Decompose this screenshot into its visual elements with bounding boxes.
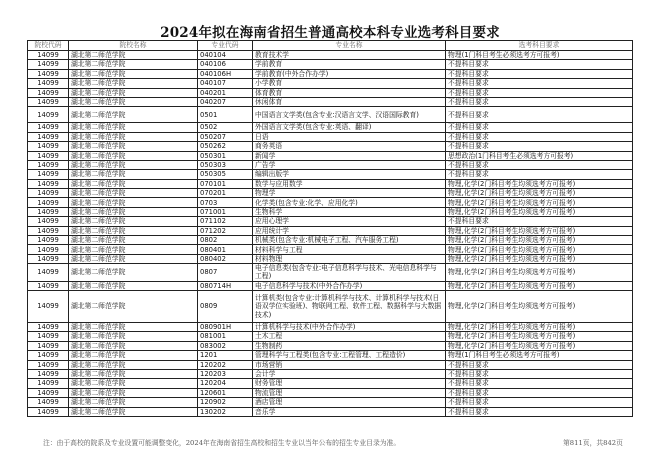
school-name-cell: 湖北第二师范学院	[69, 160, 198, 169]
school-name-cell: 湖北第二师范学院	[69, 388, 198, 397]
subject-requirements-table	[27, 40, 633, 417]
school-name-cell: 湖北第二师范学院	[69, 281, 198, 290]
table-row	[28, 60, 633, 69]
school-name-cell: 湖北第二师范学院	[69, 254, 198, 263]
school-code-cell: 14099	[28, 142, 69, 151]
subject-requirement-cell: 不提科目要求	[446, 107, 633, 123]
school-code-cell: 14099	[28, 407, 69, 416]
school-code-cell: 14099	[28, 254, 69, 263]
school-code-cell: 14099	[28, 160, 69, 169]
major-name-cell: 市场营销	[253, 360, 446, 369]
school-code-cell: 14099	[28, 198, 69, 207]
major-code-cell: 0809	[198, 291, 253, 323]
major-code-cell: 0501	[198, 107, 253, 123]
school-name-cell: 湖北第二师范学院	[69, 207, 198, 216]
school-code-cell: 14099	[28, 60, 69, 69]
major-code-cell: 070101	[198, 179, 253, 188]
school-name-cell: 湖北第二师范学院	[69, 179, 198, 188]
table-row	[28, 360, 633, 369]
school-code-cell: 14099	[28, 236, 69, 245]
school-name-cell: 湖北第二师范学院	[69, 69, 198, 78]
major-name-cell: 财务管理	[253, 379, 446, 388]
major-name-cell: 物流管理	[253, 388, 446, 397]
table-row	[28, 226, 633, 235]
page-number: 第811页，共842页	[563, 439, 623, 447]
major-name-cell: 小学教育	[253, 79, 446, 88]
school-code-cell: 14099	[28, 332, 69, 341]
major-code-cell: 0807	[198, 264, 253, 281]
major-code-cell: 080402	[198, 254, 253, 263]
major-code-cell: 130202	[198, 407, 253, 416]
table-row	[28, 236, 633, 245]
major-code-cell: 120202	[198, 360, 253, 369]
school-name-cell: 湖北第二师范学院	[69, 236, 198, 245]
table-row	[28, 388, 633, 397]
subject-requirement-cell: 物理,化学(2门科目考生均须选考方可报考)	[446, 341, 633, 350]
major-name-cell: 数学与应用数学	[253, 179, 446, 188]
subject-requirement-cell: 不提科目要求	[446, 369, 633, 378]
school-name-cell: 湖北第二师范学院	[69, 123, 198, 132]
subject-requirement-cell: 物理,化学(2门科目考生均须选考方可报考)	[446, 254, 633, 263]
major-code-cell: 071102	[198, 217, 253, 226]
school-name-cell: 湖北第二师范学院	[69, 323, 198, 332]
major-code-cell: 071001	[198, 207, 253, 216]
subject-requirement-cell: 不提科目要求	[446, 217, 633, 226]
school-name-cell: 湖北第二师范学院	[69, 189, 198, 198]
school-name-cell: 湖北第二师范学院	[69, 198, 198, 207]
major-code-cell: 080901H	[198, 323, 253, 332]
major-code-cell: 050301	[198, 151, 253, 160]
school-code-cell: 14099	[28, 379, 69, 388]
school-name-cell: 湖北第二师范学院	[69, 351, 198, 360]
school-name-cell: 湖北第二师范学院	[69, 51, 198, 60]
school-code-cell: 14099	[28, 323, 69, 332]
major-name-cell: 生物制药	[253, 341, 446, 350]
school-code-cell: 14099	[28, 107, 69, 123]
subject-requirement-cell: 物理(1门科目考生必须选考方可报考)	[446, 351, 633, 360]
table-row	[28, 132, 633, 141]
major-name-cell: 应用心理学	[253, 217, 446, 226]
school-code-cell: 14099	[28, 341, 69, 350]
school-code-cell: 14099	[28, 97, 69, 106]
subject-requirement-cell: 不提科目要求	[446, 360, 633, 369]
major-code-cell: 120203	[198, 369, 253, 378]
major-code-cell: 040201	[198, 88, 253, 97]
school-code-cell: 14099	[28, 245, 69, 254]
major-code-cell: 050207	[198, 132, 253, 141]
major-name-cell: 体育教育	[253, 88, 446, 97]
subject-requirement-cell: 物理,化学(2门科目考生均须选考方可报考)	[446, 323, 633, 332]
subject-requirement-cell: 不提科目要求	[446, 388, 633, 397]
major-name-cell: 编辑出版学	[253, 170, 446, 179]
major-name-cell: 学前教育(中外合作办学)	[253, 69, 446, 78]
school-name-cell: 湖北第二师范学院	[69, 88, 198, 97]
subject-requirement-cell: 物理,化学(2门科目考生均须选考方可报考)	[446, 236, 633, 245]
table-row	[28, 179, 633, 188]
school-code-cell: 14099	[28, 88, 69, 97]
school-name-cell: 湖北第二师范学院	[69, 79, 198, 88]
table-row	[28, 264, 633, 281]
school-name-cell: 湖北第二师范学院	[69, 142, 198, 151]
major-name-cell: 管理科学与工程类(包含专业:工程管理、工程造价)	[253, 351, 446, 360]
page-title: 2024年拟在海南省招生普通高校本科专业选考科目要求	[160, 25, 500, 41]
subject-requirement-cell: 物理,化学(2门科目考生均须选考方可报考)	[446, 291, 633, 323]
major-code-cell: 0802	[198, 236, 253, 245]
school-code-cell: 14099	[28, 226, 69, 235]
subject-requirement-cell: 物理,化学(2门科目考生均须选考方可报考)	[446, 198, 633, 207]
footnote: 注：由于高校的院系及专业设置可能调整变化，2024年在海南省招生高校和招生专业以当年公布的招生专业目录为准。	[43, 439, 401, 447]
column-header-school-name: 院校名称	[69, 41, 198, 51]
major-name-cell: 会计学	[253, 369, 446, 378]
major-code-cell: 050303	[198, 160, 253, 169]
subject-requirement-cell: 不提科目要求	[446, 97, 633, 106]
table-row	[28, 398, 633, 407]
subject-requirement-cell: 不提科目要求	[446, 398, 633, 407]
major-code-cell: 120204	[198, 379, 253, 388]
column-header-major-code: 专业代码	[198, 41, 253, 51]
school-name-cell: 湖北第二师范学院	[69, 407, 198, 416]
table-row	[28, 245, 633, 254]
table-row	[28, 97, 633, 106]
subject-requirement-cell: 思想政治(1门科目考生必须选考方可报考)	[446, 151, 633, 160]
subject-requirement-cell: 物理,化学(2门科目考生均须选考方可报考)	[446, 332, 633, 341]
school-code-cell: 14099	[28, 51, 69, 60]
school-name-cell: 湖北第二师范学院	[69, 60, 198, 69]
major-name-cell: 日语	[253, 132, 446, 141]
major-name-cell: 商务英语	[253, 142, 446, 151]
table-row	[28, 160, 633, 169]
major-code-cell: 0502	[198, 123, 253, 132]
table-row	[28, 88, 633, 97]
major-name-cell: 中国语言文学类(包含专业:汉语言文学、汉语国际教育)	[253, 107, 446, 123]
school-code-cell: 14099	[28, 217, 69, 226]
column-header-subject-requirement: 选考科目要求	[446, 41, 633, 51]
school-name-cell: 湖北第二师范学院	[69, 217, 198, 226]
table-row	[28, 369, 633, 378]
school-code-cell: 14099	[28, 264, 69, 281]
school-name-cell: 湖北第二师范学院	[69, 360, 198, 369]
subject-requirement-cell: 物理(1门科目考生必须选考方可报考)	[446, 51, 633, 60]
school-code-cell: 14099	[28, 360, 69, 369]
major-code-cell: 040207	[198, 97, 253, 106]
major-code-cell: 050262	[198, 142, 253, 151]
table-row	[28, 151, 633, 160]
school-name-cell: 湖北第二师范学院	[69, 245, 198, 254]
table-row	[28, 170, 633, 179]
table-row	[28, 142, 633, 151]
major-name-cell: 学前教育	[253, 60, 446, 69]
school-name-cell: 湖北第二师范学院	[69, 226, 198, 235]
table-row	[28, 123, 633, 132]
school-name-cell: 湖北第二师范学院	[69, 132, 198, 141]
school-code-cell: 14099	[28, 123, 69, 132]
major-code-cell: 120902	[198, 398, 253, 407]
school-code-cell: 14099	[28, 369, 69, 378]
school-code-cell: 14099	[28, 79, 69, 88]
major-code-cell: 070201	[198, 189, 253, 198]
major-name-cell: 应用统计学	[253, 226, 446, 235]
table-row	[28, 323, 633, 332]
table-body	[28, 51, 633, 417]
subject-requirement-cell: 物理,化学(2门科目考生均须选考方可报考)	[446, 226, 633, 235]
major-name-cell: 广告学	[253, 160, 446, 169]
subject-requirement-cell: 不提科目要求	[446, 407, 633, 416]
major-name-cell: 新闻学	[253, 151, 446, 160]
major-code-cell: 050305	[198, 170, 253, 179]
subject-requirement-cell: 物理,化学(2门科目考生均须选考方可报考)	[446, 245, 633, 254]
school-name-cell: 湖北第二师范学院	[69, 291, 198, 323]
major-name-cell: 土木工程	[253, 332, 446, 341]
table-row	[28, 79, 633, 88]
major-code-cell: 080401	[198, 245, 253, 254]
major-name-cell: 物理学	[253, 189, 446, 198]
major-name-cell: 计算机科学与技术(中外合作办学)	[253, 323, 446, 332]
table-row	[28, 217, 633, 226]
subject-requirement-cell: 不提科目要求	[446, 170, 633, 179]
major-code-cell: 071202	[198, 226, 253, 235]
school-code-cell: 14099	[28, 291, 69, 323]
school-code-cell: 14099	[28, 69, 69, 78]
school-code-cell: 14099	[28, 207, 69, 216]
major-code-cell: 081001	[198, 332, 253, 341]
major-name-cell: 音乐学	[253, 407, 446, 416]
subject-requirement-cell: 不提科目要求	[446, 123, 633, 132]
subject-requirement-cell: 物理,化学(2门科目考生均须选考方可报考)	[446, 179, 633, 188]
school-name-cell: 湖北第二师范学院	[69, 107, 198, 123]
school-code-cell: 14099	[28, 398, 69, 407]
major-code-cell: 040106H	[198, 69, 253, 78]
table-row	[28, 351, 633, 360]
major-code-cell: 040104	[198, 51, 253, 60]
school-name-cell: 湖北第二师范学院	[69, 264, 198, 281]
column-header-major-name: 专业名称	[253, 41, 446, 51]
school-name-cell: 湖北第二师范学院	[69, 398, 198, 407]
subject-requirement-cell: 不提科目要求	[446, 160, 633, 169]
school-code-cell: 14099	[28, 388, 69, 397]
subject-requirement-cell: 不提科目要求	[446, 60, 633, 69]
column-header-school-code: 院校代码	[28, 41, 69, 51]
subject-requirement-cell: 物理,化学(2门科目考生均须选考方可报考)	[446, 189, 633, 198]
major-name-cell: 化学类(包含专业:化学、应用化学)	[253, 198, 446, 207]
school-name-cell: 湖北第二师范学院	[69, 369, 198, 378]
subject-requirement-cell: 不提科目要求	[446, 379, 633, 388]
major-name-cell: 材料物理	[253, 254, 446, 263]
major-name-cell: 休闲体育	[253, 97, 446, 106]
major-name-cell: 酒店管理	[253, 398, 446, 407]
school-code-cell: 14099	[28, 351, 69, 360]
school-code-cell: 14099	[28, 189, 69, 198]
school-code-cell: 14099	[28, 151, 69, 160]
table-header-row	[28, 41, 633, 51]
table-row	[28, 281, 633, 290]
major-name-cell: 电子信息类(包含专业:电子信息科学与技术、光电信息科学与工程)	[253, 264, 446, 281]
subject-requirement-cell: 不提科目要求	[446, 69, 633, 78]
major-name-cell: 材料科学与工程	[253, 245, 446, 254]
school-name-cell: 湖北第二师范学院	[69, 379, 198, 388]
table-row	[28, 51, 633, 60]
subject-requirement-cell: 物理,化学(2门科目考生均须选考方可报考)	[446, 281, 633, 290]
table-row	[28, 407, 633, 416]
table-row	[28, 332, 633, 341]
major-code-cell: 080714H	[198, 281, 253, 290]
major-name-cell: 外国语言文学类(包含专业:英语、翻译)	[253, 123, 446, 132]
table-row	[28, 291, 633, 323]
major-name-cell: 计算机类(包含专业:计算机科学与技术、计算机科学与技术(日语双学位实验班)、物联网工程、软件工程、数据科学与大数据技术)	[253, 291, 446, 323]
subject-requirement-cell: 不提科目要求	[446, 142, 633, 151]
table-row	[28, 379, 633, 388]
major-name-cell: 电子信息科学与技术(中外合作办学)	[253, 281, 446, 290]
table-row	[28, 189, 633, 198]
school-name-cell: 湖北第二师范学院	[69, 97, 198, 106]
major-code-cell: 083002	[198, 341, 253, 350]
table-row	[28, 198, 633, 207]
major-code-cell: 120601	[198, 388, 253, 397]
subject-requirement-cell: 不提科目要求	[446, 88, 633, 97]
school-code-cell: 14099	[28, 170, 69, 179]
major-code-cell: 0703	[198, 198, 253, 207]
subject-requirement-cell: 不提科目要求	[446, 132, 633, 141]
table-row	[28, 207, 633, 216]
major-name-cell: 生物科学	[253, 207, 446, 216]
table-row	[28, 254, 633, 263]
subject-requirement-cell: 物理,化学(2门科目考生均须选考方可报考)	[446, 207, 633, 216]
table-row	[28, 107, 633, 123]
major-name-cell: 教育技术学	[253, 51, 446, 60]
school-name-cell: 湖北第二师范学院	[69, 341, 198, 350]
subject-requirement-cell: 物理,化学(2门科目考生均须选考方可报考)	[446, 264, 633, 281]
school-code-cell: 14099	[28, 281, 69, 290]
subject-requirement-cell: 不提科目要求	[446, 79, 633, 88]
major-code-cell: 040106	[198, 60, 253, 69]
table-row	[28, 69, 633, 78]
school-name-cell: 湖北第二师范学院	[69, 170, 198, 179]
major-code-cell: 1201	[198, 351, 253, 360]
major-code-cell: 040107	[198, 79, 253, 88]
school-name-cell: 湖北第二师范学院	[69, 151, 198, 160]
school-code-cell: 14099	[28, 132, 69, 141]
major-name-cell: 机械类(包含专业:机械电子工程、汽车服务工程)	[253, 236, 446, 245]
school-code-cell: 14099	[28, 179, 69, 188]
table-row	[28, 341, 633, 350]
school-name-cell: 湖北第二师范学院	[69, 332, 198, 341]
